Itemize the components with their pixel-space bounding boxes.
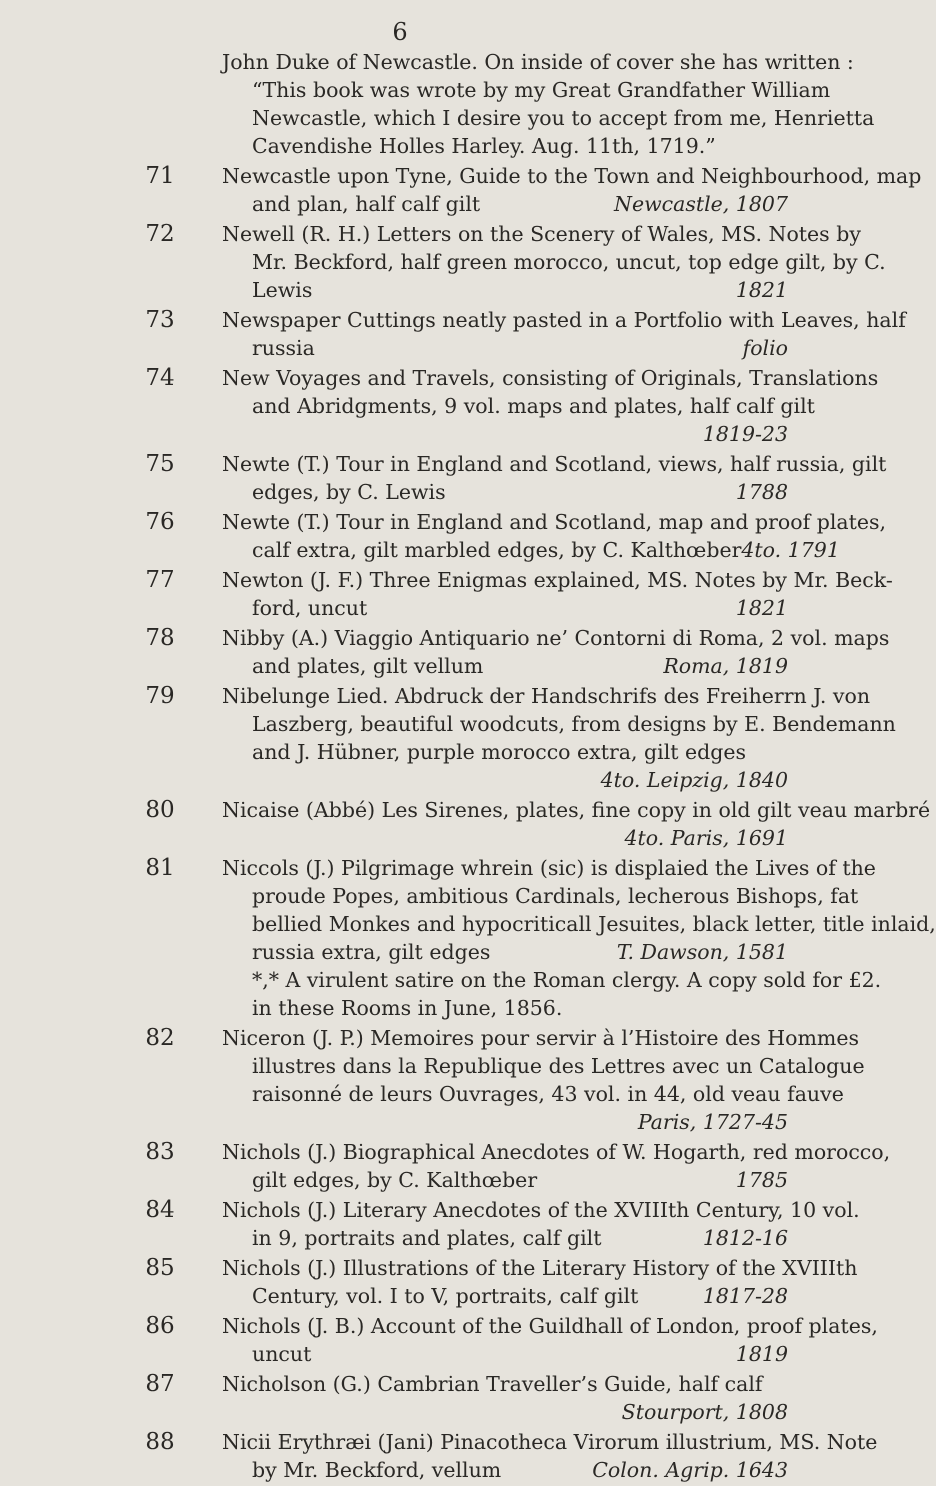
entry-line (222, 420, 788, 448)
catalogue-entry (0, 306, 906, 362)
imprint: 1821 (735, 596, 788, 620)
entry-line (222, 450, 887, 478)
entry-text: John Duke of Newcastle. On inside of cover she has written : (222, 50, 854, 74)
lot-number: 74 (145, 365, 175, 391)
lot-number: 79 (145, 683, 175, 709)
entry-text: ford, uncut (252, 596, 368, 620)
lot-number: 84 (145, 1197, 175, 1223)
imprint: T. Dawson, 1581 (616, 940, 788, 964)
entry-line (222, 710, 896, 738)
entry-text: and J. Hübner, purple morocco extra, gilt edges (252, 740, 747, 764)
imprint: folio (742, 336, 788, 360)
catalogue-entry (0, 162, 922, 218)
entry-text: Nichols (J.) Biographical Anecdotes of W. Hogarth, red morocco, (222, 1140, 891, 1164)
entry-line (222, 478, 788, 506)
entry-text: russia extra, gilt edges (252, 940, 491, 964)
entry-line (222, 392, 815, 420)
entry-line (222, 1370, 788, 1398)
catalogue-entry (0, 1024, 865, 1136)
entry-text: uncut (252, 1342, 312, 1366)
catalogue-entry (0, 1370, 800, 1426)
entry-text: New Voyages and Travels, consisting of Originals, Translations (222, 366, 879, 390)
entry-text: Nicii Erythræi (Jani) Pinacotheca Virorum illustrium, MS. Note (222, 1430, 878, 1454)
entry-text: and plan, half calf gilt (252, 192, 481, 216)
catalogue-entry (0, 854, 936, 1022)
lot-number: 71 (145, 163, 175, 189)
catalogue-entry (0, 682, 896, 794)
lot-number: 87 (145, 1371, 175, 1397)
entry-line (222, 220, 861, 248)
entry-line (222, 624, 890, 652)
imprint: 1819 (735, 1342, 788, 1366)
entry-line (222, 1080, 844, 1108)
entry-text: Newte (T.) Tour in England and Scotland, views, half russia, gilt (222, 452, 887, 476)
lot-number: 88 (145, 1429, 175, 1455)
entry-text: Cavendishe Holles Harley. Aug. 11th, 1719.” (252, 134, 716, 158)
imprint: Paris, 1727-45 (637, 1110, 788, 1134)
entry-text: Niccols (J.) Pilgrimage whrein (sic) is displaied the Lives of the (222, 856, 876, 880)
catalogue-entry (0, 508, 887, 564)
entry-line (222, 910, 936, 938)
lot-number: 83 (145, 1139, 175, 1165)
catalogue-entry (0, 1312, 878, 1368)
lot-number: 78 (145, 625, 175, 651)
entry-text: russia (252, 336, 315, 360)
entry-text: calf extra, gilt marbled edges, by C. Kalthœber (252, 538, 742, 562)
entry-line (222, 104, 875, 132)
entry-line (222, 766, 788, 794)
entry-line (222, 1456, 788, 1484)
entry-line (222, 994, 788, 1022)
imprint: 4to. Leipzig, 1840 (600, 768, 788, 792)
entry-line (222, 1282, 788, 1310)
entry-line (222, 536, 840, 564)
entry-text: Newell (R. H.) Letters on the Scenery of Wales, MS. Notes by (222, 222, 861, 246)
entry-line (222, 1108, 788, 1136)
entry-line (222, 1138, 891, 1166)
catalogue-entry (0, 624, 890, 680)
entry-text: Nibby (A.) Viaggio Antiquario ne’ Contorni di Roma, 2 vol. maps (222, 626, 890, 650)
imprint: Roma, 1819 (663, 654, 788, 678)
imprint: 4to. Paris, 1691 (624, 826, 788, 850)
entry-text: Lewis (252, 278, 313, 302)
entry-line (222, 966, 882, 994)
entry-text: proude Popes, ambitious Cardinals, lecherous Bishops, fat (252, 884, 859, 908)
entry-text: Laszberg, beautiful woodcuts, from designs by E. Bendemann (252, 712, 896, 736)
entry-line (222, 1024, 860, 1052)
entry-line (222, 364, 879, 392)
entry-text: in 9, portraits and plates, calf gilt (252, 1226, 602, 1250)
catalogue-entry (0, 1254, 858, 1310)
catalogue-entry (0, 1196, 860, 1252)
lot-number: 85 (145, 1255, 175, 1281)
entry-line (222, 132, 788, 160)
entry-text: Nicaise (Abbé) Les Sirenes, plates, fine copy in old gilt veau marbré (222, 798, 931, 822)
lot-number: 75 (145, 451, 175, 477)
entry-text: Newte (T.) Tour in England and Scotland, map and proof plates, (222, 510, 887, 534)
lot-number: 73 (145, 307, 175, 333)
catalogue-entry (0, 796, 931, 852)
entry-line (222, 162, 922, 190)
catalogue-entry (0, 1138, 891, 1194)
entry-line (222, 594, 788, 622)
entry-text: Newcastle, which I desire you to accept from me, Henrietta (252, 106, 875, 130)
imprint: 1788 (735, 480, 788, 504)
entry-text: gilt edges, by C. Kalthœber (252, 1168, 538, 1192)
entry-text: *,* A virulent satire on the Roman clergy. A copy sold for £2. (252, 968, 882, 992)
entry-text: Niceron (J. P.) Memoires pour servir à l’Histoire des Hommes (222, 1026, 860, 1050)
entry-text: Century, vol. I to V, portraits, calf gilt (252, 1284, 639, 1308)
entry-line (222, 248, 886, 276)
entry-text: Nichols (J.) Illustrations of the Literary History of the XVIIIth (222, 1256, 858, 1280)
entry-line (222, 882, 859, 910)
entry-line (222, 190, 788, 218)
entry-text: “This book was wrote by my Great Grandfather William (252, 78, 831, 102)
entry-text: by Mr. Beckford, vellum (252, 1458, 502, 1482)
imprint: 1785 (735, 1168, 788, 1192)
catalogue-entry (0, 48, 875, 160)
entry-line (222, 652, 788, 680)
entry-line (222, 76, 831, 104)
imprint: 4to. 1791 (741, 538, 840, 562)
lot-number: 86 (145, 1313, 175, 1339)
lot-number: 80 (145, 797, 175, 823)
entry-line (222, 566, 893, 594)
entry-line (222, 1398, 788, 1426)
entry-line (222, 1312, 878, 1340)
imprint: 1817-28 (702, 1284, 788, 1308)
entry-text: Mr. Beckford, half green morocco, uncut, top edge gilt, by C. (252, 250, 886, 274)
entry-line (222, 824, 788, 852)
lot-number: 77 (145, 567, 175, 593)
lot-number: 72 (145, 221, 175, 247)
imprint: Newcastle, 1807 (614, 192, 788, 216)
entry-text: Newspaper Cuttings neatly pasted in a Portfolio with Leaves, half (222, 308, 906, 332)
lot-number: 76 (145, 509, 175, 535)
entry-text: Newcastle upon Tyne, Guide to the Town and Neighbourhood, map (222, 164, 922, 188)
entry-line (222, 1196, 860, 1224)
entry-line (222, 1428, 878, 1456)
entry-text: in these Rooms in June, 1856. (252, 996, 563, 1020)
entry-line (222, 1254, 858, 1282)
entry-text: edges, by C. Lewis (252, 480, 446, 504)
lot-number: 82 (145, 1025, 175, 1051)
entry-line (222, 306, 906, 334)
entry-text: Nichols (J. B.) Account of the Guildhall of London, proof plates, (222, 1314, 878, 1338)
entry-line (222, 854, 876, 882)
entry-line (222, 276, 788, 304)
entry-line (222, 1166, 788, 1194)
entry-line (222, 508, 887, 536)
entry-text: bellied Monkes and hypocriticall Jesuites, black letter, title inlaid, (252, 912, 936, 936)
entry-line (222, 796, 931, 824)
catalogue-entries (0, 48, 936, 1486)
entry-line (222, 682, 871, 710)
entry-text: illustres dans la Republique des Lettres avec un Catalogue (252, 1054, 865, 1078)
entry-text: and Abridgments, 9 vol. maps and plates, half calf gilt (252, 394, 815, 418)
entry-line (222, 1340, 788, 1368)
page-number: 6 (392, 18, 408, 46)
catalogue-entry (0, 1428, 878, 1484)
imprint: Colon. Agrip. 1643 (592, 1458, 788, 1482)
entry-text: Nicholson (G.) Cambrian Traveller’s Guide, half calf (222, 1372, 763, 1396)
imprint: 1819-23 (702, 422, 788, 446)
catalogue-entry (0, 566, 893, 622)
entry-text: raisonné de leurs Ouvrages, 43 vol. in 44, old veau fauve (252, 1082, 844, 1106)
entry-text: and plates, gilt vellum (252, 654, 484, 678)
entry-line (222, 1224, 788, 1252)
catalogue-entry (0, 364, 879, 448)
entry-line (222, 738, 788, 766)
catalogue-entry (0, 220, 886, 304)
imprint: Stourport, 1808 (621, 1400, 788, 1424)
entry-text: Nichols (J.) Literary Anecdotes of the XVIIIth Century, 10 vol. (222, 1198, 860, 1222)
imprint: 1821 (735, 278, 788, 302)
imprint: 1812-16 (702, 1226, 788, 1250)
entry-text: Newton (J. F.) Three Enigmas explained, MS. Notes by Mr. Beck- (222, 568, 893, 592)
entry-line (222, 938, 788, 966)
entry-line (222, 1052, 865, 1080)
entry-line (222, 48, 854, 76)
lot-number: 81 (145, 855, 175, 881)
entry-text: Nibelunge Lied. Abdruck der Handschrifs des Freiherrn J. von (222, 684, 871, 708)
entry-line (222, 334, 788, 362)
catalogue-entry (0, 450, 887, 506)
